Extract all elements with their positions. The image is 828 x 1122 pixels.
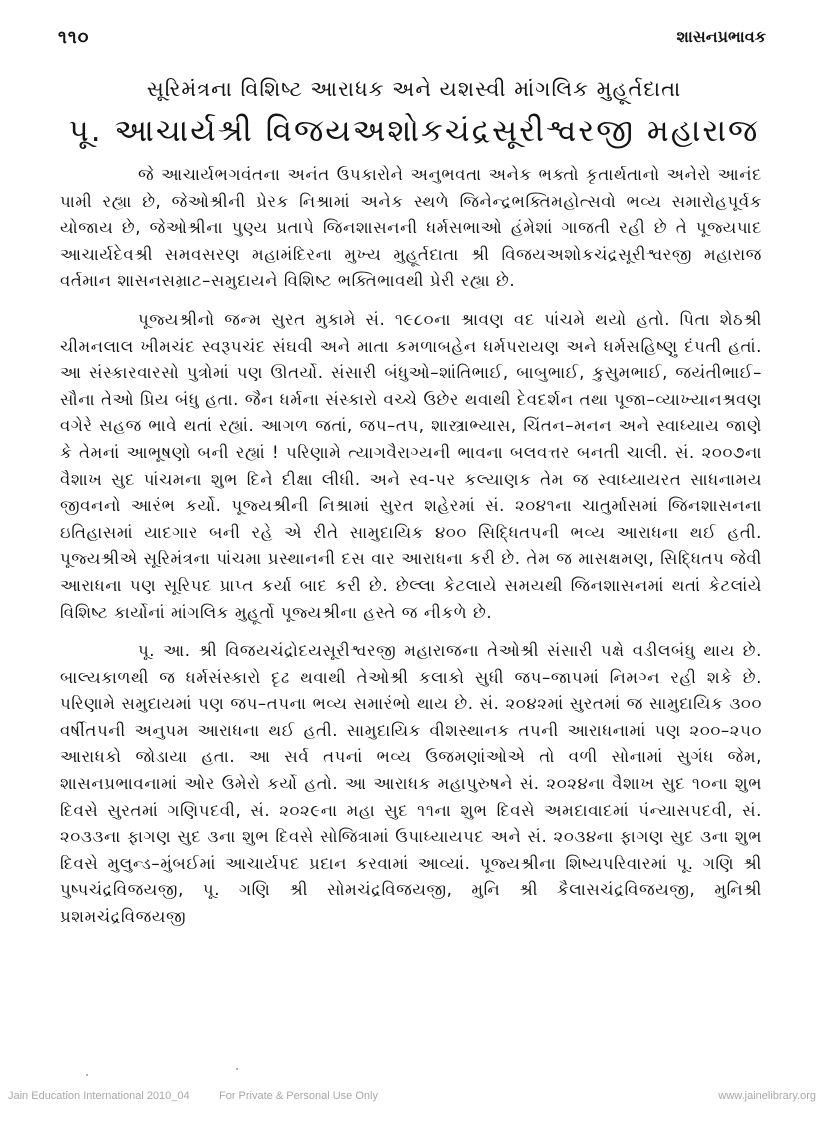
paragraph-early-life: પૂજ્યશ્રીનો જન્મ સુરત મુકામે સં. ૧૯૮૦ના શ્રાવણ વદ પાંચમે થયો હતો. પિતા શેઠશ્રી ચીમનલાલ ખીમચંદ સ્વરૂપચંદ સંઘવી અને માતા કમળાબહેન ધર્મપરાયણ અને ધર્મસહિષ્ણુ દંપતી હતાં. આ સંસ્કારવારસો પુત્રોમાં પણ ઊતર્યો. સંસારી બંધુઓ–શાંતિભાઈ, બાબુભાઈ, કુસુમભાઈ, જયંતીભાઈ–સૌના તેઓ પ્રિય બંધુ હતા. જૈન ધર્મના સંસ્કારો વચ્ચે ઉછેર થવાથી દેવદર્શન તથા પૂજા–વ્યાખ્યાનશ્રવણ વગેરે સહજ ભાવે થતાં રહ્યાં. આગળ જતાં, જપ–તપ, શાસ્ત્રાભ્યાસ, ચિંતન–મનન અને સ્વાધ્યાય જાણે કે તેમનાં આભૂષણો બની રહ્યાં ! પરિણામે ત્યાગવૈરાગ્યની ભાવના બલવત્તર બનતી ચાલી. સં. ૨૦૦૭ના વૈશાખ સુદ પાંચમના શુભ દિને દીક્ષા લીધી. અને સ્વ-પર કલ્યાણક તેમ જ સ્વાધ્યાયરત સાધનામય જીવનનો આરંભ કર્યો. પૂજ્યશ્રીની નિશ્રામાં સુરત શહેરમાં સં. ૨૦૪૧ના ચાતુર્માસમાં જિનશાસનના ઇતિહાસમાં યાદગાર બની રહે એ રીતે સામુદાયિક ૪૦૦ સિદ્ધિતપની ભવ્ય આરાધના થઈ હતી. પૂજ્યશ્રીએ સૂરિમંત્રના પાંચમા પ્રસ્થાનની દસ વાર આરાધના કરી છે. તેમ જ માસક્ષમણ, સિદ્ધિતપ જેવી આરાધના પણ સૂરિપદ પ્રાપ્ત કર્યા બાદ કરી છે. છેલ્લા કેટલાયે સમયથી જિનશાસનમાં થતાં કેટલાંયે વિશિષ્ટ કાર્યોનાં માંગલિક મુહૂર્તો પૂજ્યશ્રીના હસ્તે જ નીકળે છે.	[60, 309, 762, 622]
article-subtitle: સૂરિમંત્રના વિશિષ્ટ આરાધક અને યશસ્વી માંગલિક મુહૂર્તદાતા	[146, 77, 682, 101]
footer-usage-note: For Private & Personal Use Only	[219, 1090, 378, 1102]
footer-publisher: Jain Education International 2010_04	[8, 1090, 190, 1102]
paragraph-introduction: જે આચાર્યભગવંતના અનંત ઉપકારોને અનુભવતા અનેક ભક્તો કૃતાર્થતાનો અનેરો આનંદ પામી રહ્યા છે, જેઓશ્રીની પ્રેરક નિશ્રામાં અનેક સ્થળે જિનેન્દ્રભક્તિમહોત્સવો ભવ્ય સમારોહપૂર્વક યોજાય છે, જેઓશ્રીના પુણ્ય પ્રતાપે જિનશાસનની ધર્મસભાઓ હંમેશાં ગાજતી રહી છે તે પૂજ્યપાદ આચાર્યદેવશ્રી સમવસરણ મહામંદિરના મુખ્ય મુહૂર્તદાતા શ્રી વિજયઅશોકચંદ્રસૂરીશ્વરજી મહારાજ વર્તમાન શાસનસમ્રાટ–સમુદાયને વિશિષ્ટ ભક્તિભાવથી પ્રેરી રહ્યા છે.	[60, 165, 762, 291]
running-header-title: શાસનપ્રભાવક	[676, 27, 766, 46]
article-title: પૂ. આચાર્યશ્રી વિજયઅશોકચંદ્રસૂરીશ્વરજી મહારાજ	[68, 113, 760, 149]
scan-speck	[86, 1074, 88, 1076]
article-body	[60, 162, 762, 931]
scan-speck	[236, 1068, 238, 1070]
footer-website-link[interactable]: www.jainelibrary.org	[718, 1090, 816, 1102]
paragraph-titles-and-disciples: પૂ. આ. શ્રી વિજયચંદ્રોદયસૂરીશ્વરજી મહારાજના તેઓશ્રી સંસારી પક્ષે વડીલબંધુ થાય છે. બાલ્યકાળથી જ ધર્મસંસ્કારો દૃઢ થવાથી તેઓશ્રી કલાકો સુધી જપ–જાપમાં નિમગ્ન રહી શકે છે. પરિણામે સમુદાયમાં પણ જપ–તપના ભવ્ય સમારંભો થાય છે. સં. ૨૦૪૨માં સુરતમાં જ સામુદાયિક ૩૦૦ વર્ષીતપની અનુપમ આરાધના થઈ હતી. સામુદાયિક વીશસ્થાનક તપની આરાધનામાં પણ ૨૦૦–૨૫૦ આરાધકો જોડાયા હતા. આ સર્વ તપનાં ભવ્ય ઉજમણાંઓએ તો વળી સોનામાં સુગંધ જેમ, શાસનપ્રભાવનામાં ઓર ઉમેરો કર્યો હતો. આ આરાધક મહાપુરુષને સં. ૨૦૨૪ના વૈશાખ સુદ ૧૦ના શુભ દિવસે સુરતમાં ગણિપદવી, સં. ૨૦૨૯ના મહા સુદ ૧૧ના શુભ દિવસે અમદાવાદમાં પંન્યાસપદવી, સં. ૨૦૩૩ના ફાગણ સુદ ૩ના શુભ દિવસે સોજિત્રામાં ઉપાધ્યાયપદ અને સં. ૨૦૩૪ના ફાગણ સુદ ૩ના શુભ દિવસે મુલુન્ડ–મુંબઈમાં આચાર્યપદ પ્રદાન કરવામાં આવ્યાં. પૂજ્યશ્રીના શિષ્યપરિવારમાં પૂ. ગણિ શ્રી પુષ્પચંદ્રવિજયજી, પૂ. ગણિ શ્રી સોમચંદ્રવિજયજી, મુનિ શ્રી કૈલાસચંદ્રવિજયજી, મુનિશ્રી પ્રશમચંદ્રવિજયજી	[60, 641, 762, 927]
page-number: ૧૧૦	[58, 27, 90, 48]
